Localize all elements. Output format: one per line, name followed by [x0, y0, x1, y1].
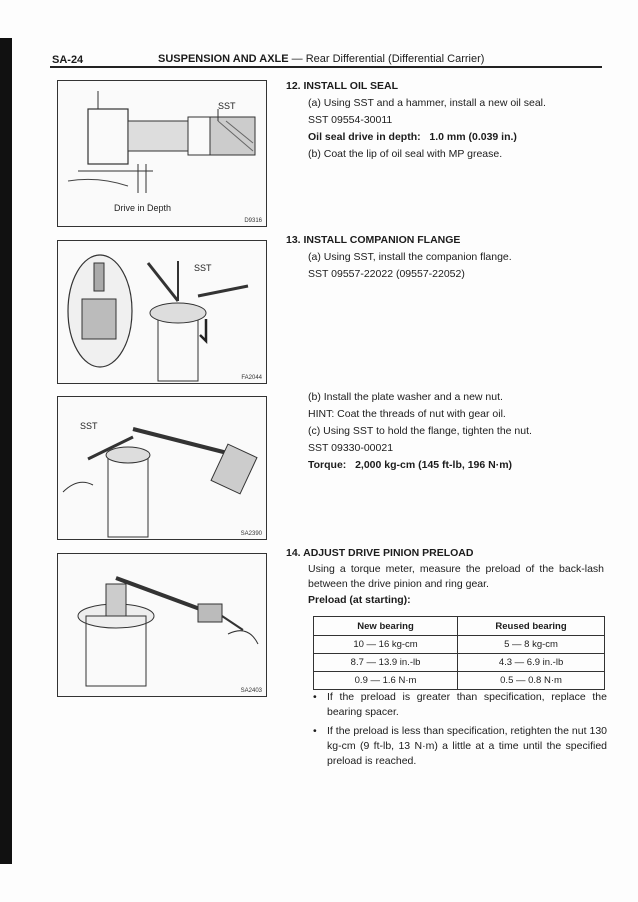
header-rule: [50, 66, 602, 68]
spec-value: 2,000 kg-cm (145 ft-lb, 196 N·m): [355, 459, 513, 471]
spec-label: Preload (at starting):: [308, 594, 411, 606]
step-title: 12. INSTALL OIL SEAL: [286, 80, 399, 92]
step-12: [286, 78, 606, 163]
list-item: [313, 690, 607, 720]
companion-flange-illustration: [58, 241, 266, 383]
figure-code: SA2403: [240, 688, 262, 694]
table-row: [314, 636, 605, 654]
table-cell: 8.7 — 13.9 in.-lb: [314, 654, 458, 672]
figure-tighten-nut: [57, 396, 267, 540]
spec-label: Torque:: [308, 459, 347, 471]
sst-number: SST 09554-30011: [308, 114, 393, 126]
table-header-row: [314, 617, 605, 636]
preload-table: [313, 616, 605, 690]
bullet-icon: •: [313, 725, 317, 737]
step-text: (a) Using SST and a hammer, install a new oil seal.: [308, 97, 546, 109]
spec-value: 1.0 mm (0.039 in.): [429, 131, 517, 143]
sst-number: SST 09557-22022 (09557-22052): [308, 268, 465, 280]
spec-line: [286, 457, 606, 474]
step-13: [286, 232, 606, 283]
figure-label-sst: SST: [80, 421, 98, 431]
bullet-text: If the preload is less than specification, retighten the nut 130 kg-cm (9 ft-lb, 13 N·m) a little at a time until the specified preload is reached.: [327, 725, 607, 767]
step-14: [286, 545, 606, 609]
table-cell: 4.3 — 6.9 in.-lb: [458, 654, 605, 672]
step-13-continued: [286, 389, 606, 474]
table-header: Reused bearing: [458, 617, 605, 636]
table-header: New bearing: [314, 617, 458, 636]
figure-oil-seal: [57, 80, 267, 227]
step-text: (b) Coat the lip of oil seal with MP grease.: [308, 148, 503, 160]
spec-line: [286, 129, 606, 146]
section-title: SUSPENSION AND AXLE: [158, 53, 289, 65]
sst-number: SST 09330-00021: [308, 442, 394, 454]
figure-label-drive-depth: Drive in Depth: [114, 203, 172, 213]
step-text: (c) Using SST to hold the flange, tighten the nut.: [308, 425, 532, 437]
bullet-icon: •: [313, 691, 317, 703]
table-cell: 0.5 — 0.8 N·m: [458, 672, 605, 690]
figure-code: D9316: [244, 218, 262, 224]
step-text: (b) Install the plate washer and a new nut.: [308, 391, 503, 403]
table-row: [314, 672, 605, 690]
torque-meter-illustration: [58, 554, 266, 696]
figure-label-sst: SST: [218, 101, 236, 111]
page-number: SA-24: [52, 54, 84, 66]
hint-text: HINT: Coat the threads of nut with gear oil.: [308, 408, 506, 420]
tighten-nut-illustration: [58, 397, 266, 539]
header-separator: —: [291, 53, 303, 65]
step-text: Using a torque meter, measure the preload of the back-lash between the drive pinion and ring gear.: [308, 563, 604, 590]
figure-label-sst: SST: [194, 263, 212, 273]
figure-code: SA2390: [240, 531, 262, 537]
header-title: [158, 53, 484, 65]
figure-code: FA2044: [241, 375, 262, 381]
table-cell: 5 — 8 kg-cm: [458, 636, 605, 654]
table-row: [314, 654, 605, 672]
step-text: (a) Using SST, install the companion flange.: [308, 251, 512, 263]
bullet-list: [313, 690, 607, 773]
binding-edge: [0, 38, 12, 864]
spec-label: Oil seal drive in depth:: [308, 131, 421, 143]
figure-companion-flange: [57, 240, 267, 384]
figure-torque-meter: [57, 553, 267, 697]
list-item: [313, 724, 607, 769]
step-title: 14. ADJUST DRIVE PINION PRELOAD: [286, 547, 474, 559]
subsection-title: Rear Differential (Differential Carrier): [305, 53, 485, 65]
table-cell: 0.9 — 1.6 N·m: [314, 672, 458, 690]
table-cell: 10 — 16 kg-cm: [314, 636, 458, 654]
bullet-text: If the preload is greater than specification, replace the bearing spacer.: [327, 691, 607, 718]
step-title: 13. INSTALL COMPANION FLANGE: [286, 234, 461, 246]
